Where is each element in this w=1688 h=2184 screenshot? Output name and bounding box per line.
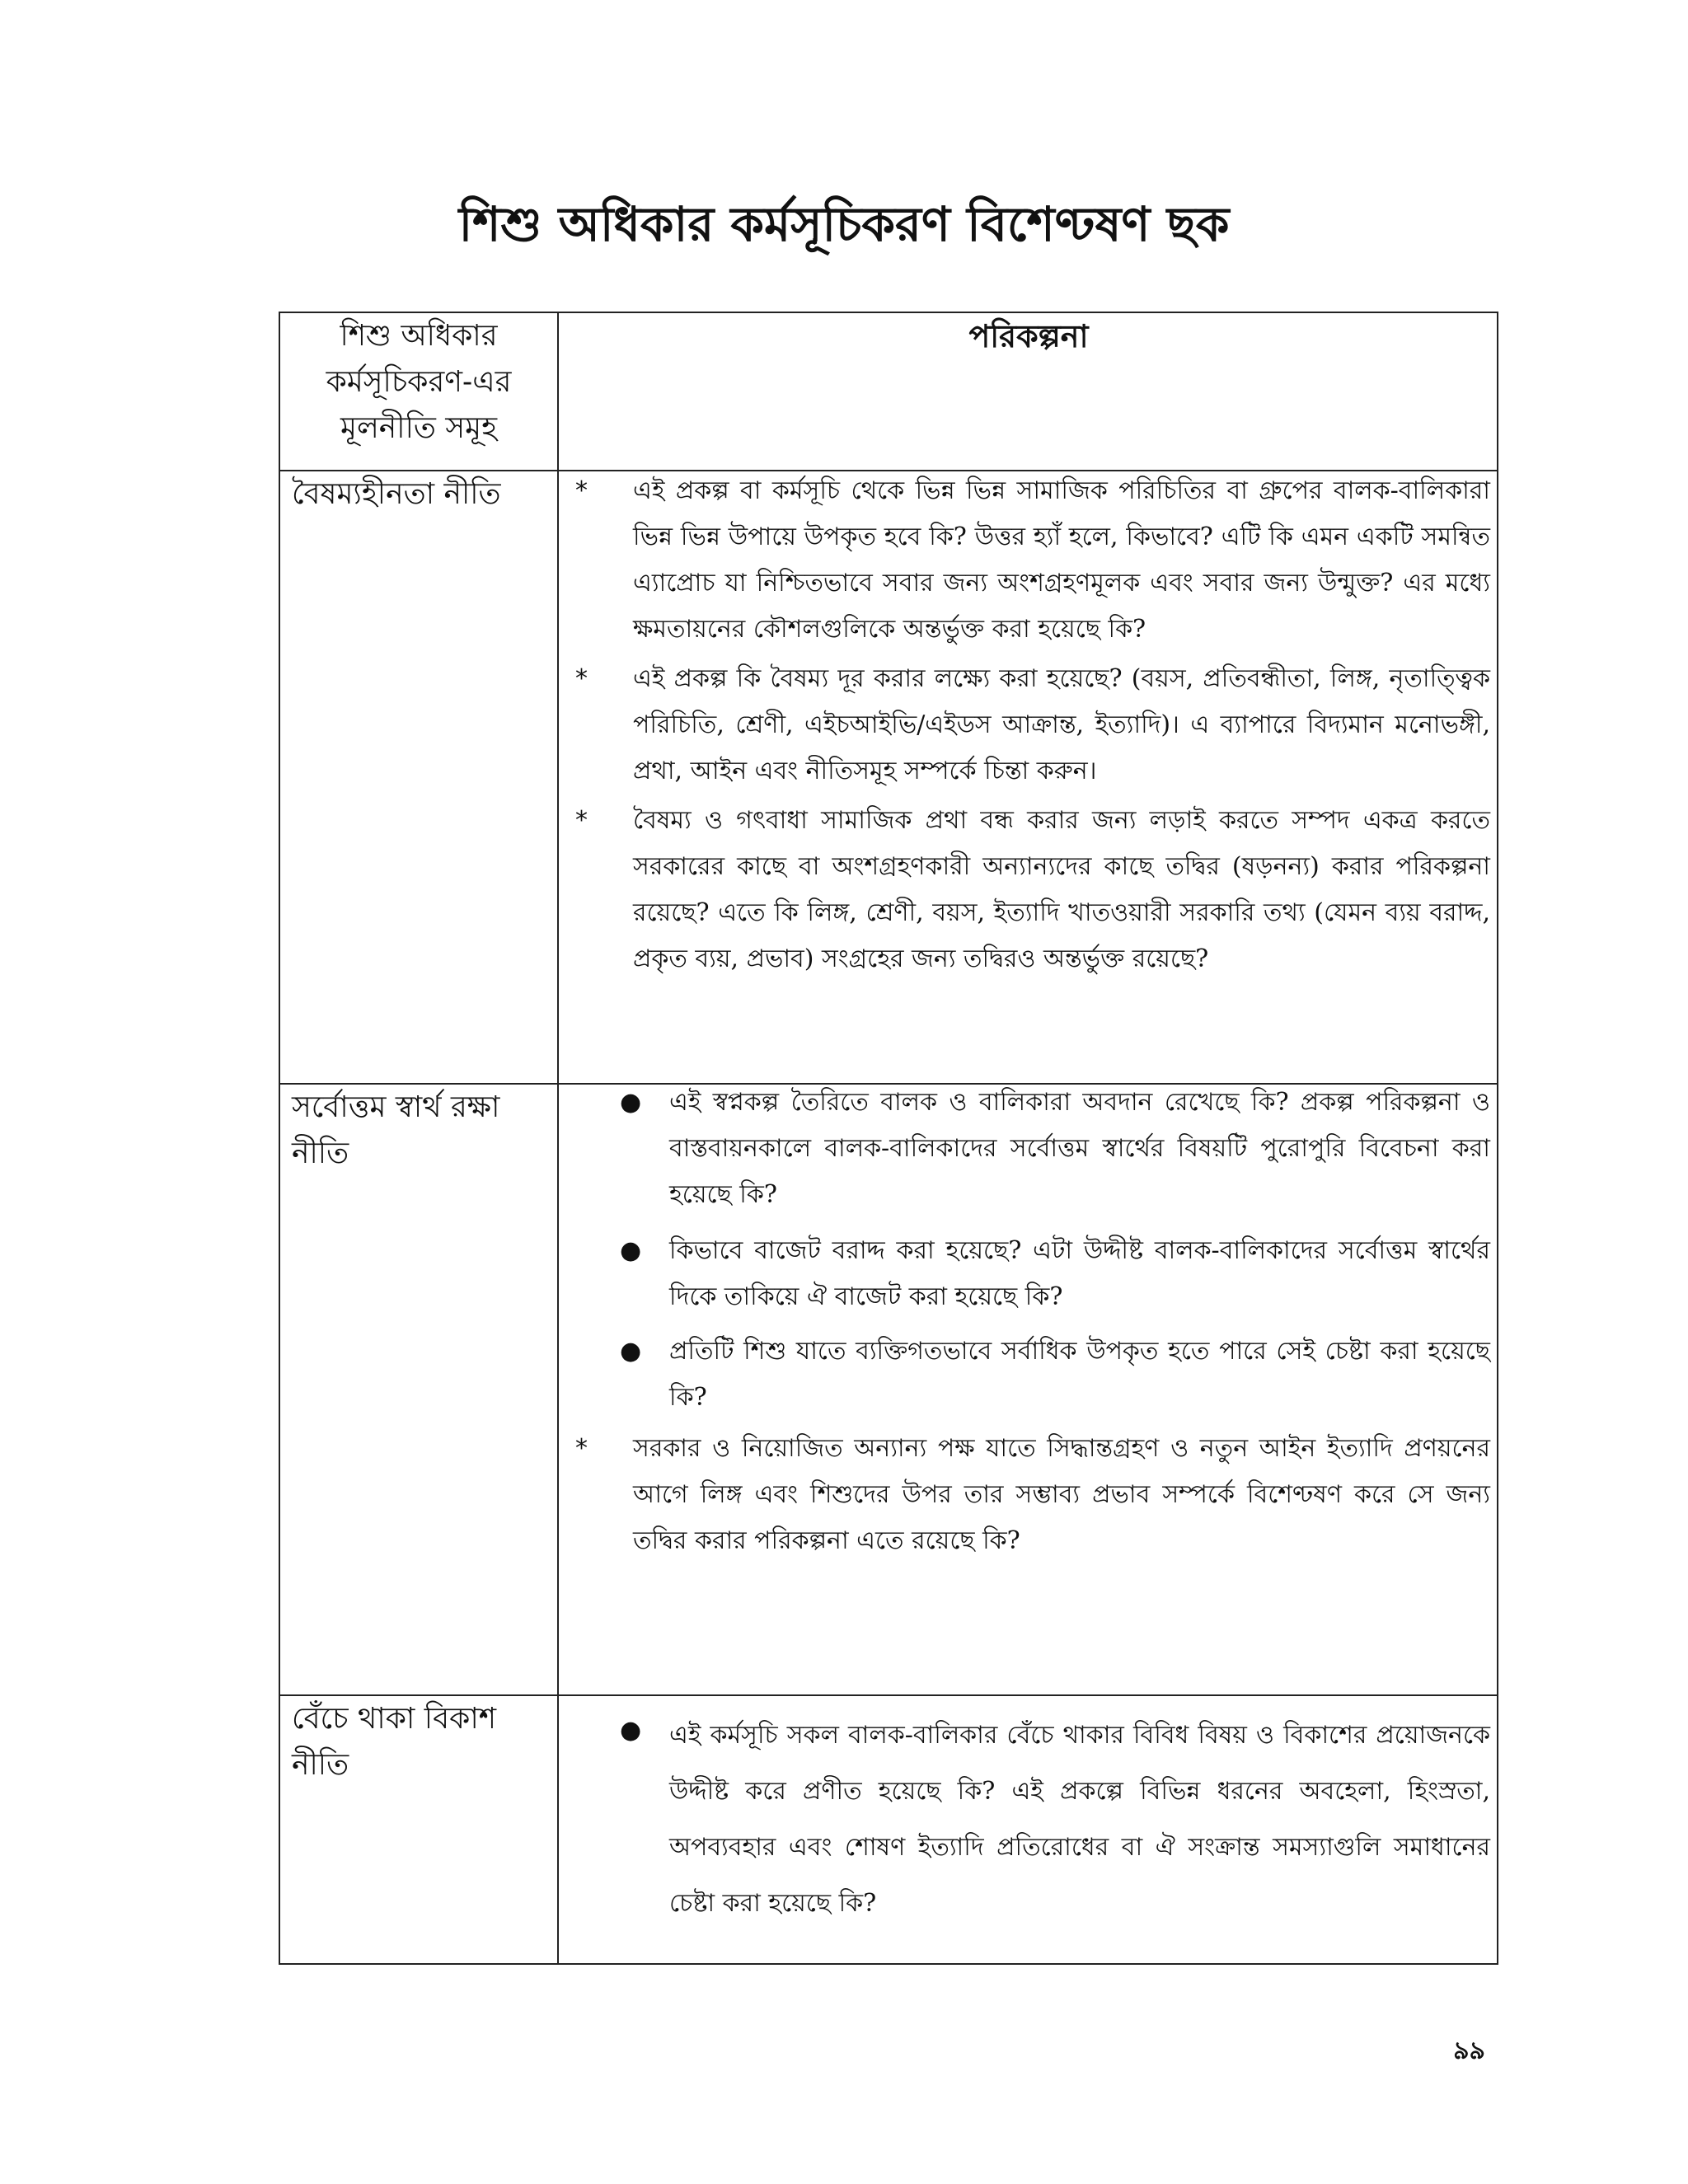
list-marker: * [575, 806, 588, 835]
list-item: এই স্বপ্নকল্প তৈরিতে বালক ও বালিকারা অবদান রেখেছে কি? প্রকল্প পরিকল্পনা ও বাস্তবায়নকালে বালক-বালিকাদের সর্বোত্তম স্বার্থের বিষয়টি পুরোপুরি বিবেচনা করা হয়েছে কি? [669, 1088, 1490, 1209]
list-item: কিভাবে বাজেট বরাদ্দ করা হয়েছে? এটা উদ্দীষ্ট বালক-বালিকাদের সর্বোত্তম স্বার্থের দিকে তাকিয়ে ঐ বাজেট করা হয়েছে কি? [669, 1236, 1490, 1311]
principle-best-interest: সর্বোত্তম স্বার্থ রক্ষা নীতি [292, 1090, 500, 1170]
list-marker: * [575, 1434, 588, 1463]
list-item: প্রতিটি শিশু যাতে ব্যক্তিগতভাবে সর্বাধিক উপকৃত হতে পারে সেই চেষ্টা করা হয়েছে কি? [669, 1337, 1490, 1412]
principle-non-discrimination: বৈষম্যহীনতা নীতি [292, 477, 501, 511]
bullet-icon: ● [620, 1088, 642, 1117]
column-divider [557, 312, 559, 1965]
page-title: শিশু অধিকার কর্মসূচিকরণ বিশেণ্ঢষণ ছক [458, 196, 1230, 252]
bullet-icon: ● [620, 1337, 642, 1366]
list-item: এই প্রকল্প বা কর্মসূচি থেকে ভিন্ন ভিন্ন সামাজিক পরিচিতির বা গ্রুপের বালক-বালিকারা ভিন্ন ভিন্ন উপায়ে উপকৃত হবে কি? উত্তর হ্যাঁ হলে, কিভাবে? এটি কি এমন একটি সমন্বিত এ্যাপ্রোচ যা নিশ্চিতভাবে সবার জন্য অংশগ্রহণমূলক এবং সবার জন্য উন্মুক্ত? এর মধ্যে ক্ষমতায়নের কৌশলগুলিকে অন্তর্ভুক্ত করা হয়েছে কি? [633, 476, 1490, 644]
header-principles: শিশু অধিকার কর্মসূচিকরণ-এর মূলনীতি সমূহ [326, 319, 512, 445]
page-number: ৯৯ [1453, 2036, 1485, 2065]
bullet-icon: ● [620, 1236, 642, 1265]
principle-survival-development: বেঁচে থাকা বিকাশ নীতি [292, 1702, 497, 1782]
header-planning: পরিকল্পনা [968, 317, 1089, 354]
list-item: এই প্রকল্প কি বৈষম্য দূর করার লক্ষ্যে করা হয়েছে? (বয়স, প্রতিবন্ধীতা, লিঙ্গ, নৃতাত্ত্বিক পরিচিতি, শ্রেণী, এইচআইভি/এইডস আক্রান্ত, ইত্যাদি)। এ ব্যাপারে বিদ্যমান মনোভঙ্গী, প্রথা, আইন এবং নীতিসমূহ সম্পর্কে চিন্তা করুন। [633, 664, 1490, 785]
list-item: সরকার ও নিয়োজিত অন্যান্য পক্ষ যাতে সিদ্ধান্তগ্রহণ ও নতুন আইন ইত্যাদি প্রণয়নের আগে লিঙ্গ এবং শিশুদের উপর তার সম্ভাব্য প্রভাব সম্পর্কে বিশেণ্ঢষণ করে সে জন্য তদ্বির করার পরিকল্পনা এতে রয়েছে কি? [633, 1434, 1490, 1555]
list-marker: * [575, 476, 588, 505]
list-marker: * [575, 664, 588, 693]
bullet-icon: ● [620, 1716, 642, 1745]
list-item: এই কর্মসূচি সকল বালক-বালিকার বেঁচে থাকার বিবিধ বিষয় ও বিকাশের প্রয়োজনকে উদ্দীষ্ট করে প্রণীত হয়েছে কি? এই প্রকল্পে বিভিন্ন ধরনের অবহেলা, হিংস্রতা, অপব্যবহার এবং শোষণ ইত্যাদি প্রতিরোধের বা ঐ সংক্রান্ত সমস্যাগুলি সমাধানের চেষ্টা করা হয়েছে কি? [669, 1721, 1490, 1918]
list-item: বৈষম্য ও গৎবাধা সামাজিক প্রথা বন্ধ করার জন্য লড়াই করতে সম্পদ একত্র করতে সরকারের কাছে বা অংশগ্রহণকারী অন্যান্যদের কাছে তদ্বির (ষড়নন্য) করার পরিকল্পনা রয়েছে? এতে কি লিঙ্গ, শ্রেণী, বয়স, ইত্যাদি খাতওয়ারী সরকারি তথ্য (যেমন ব্যয় বরাদ্দ, প্রকৃত ব্যয়, প্রভাব) সংগ্রহের জন্য তদ্বিরও অন্তর্ভুক্ত রয়েছে? [633, 806, 1490, 973]
